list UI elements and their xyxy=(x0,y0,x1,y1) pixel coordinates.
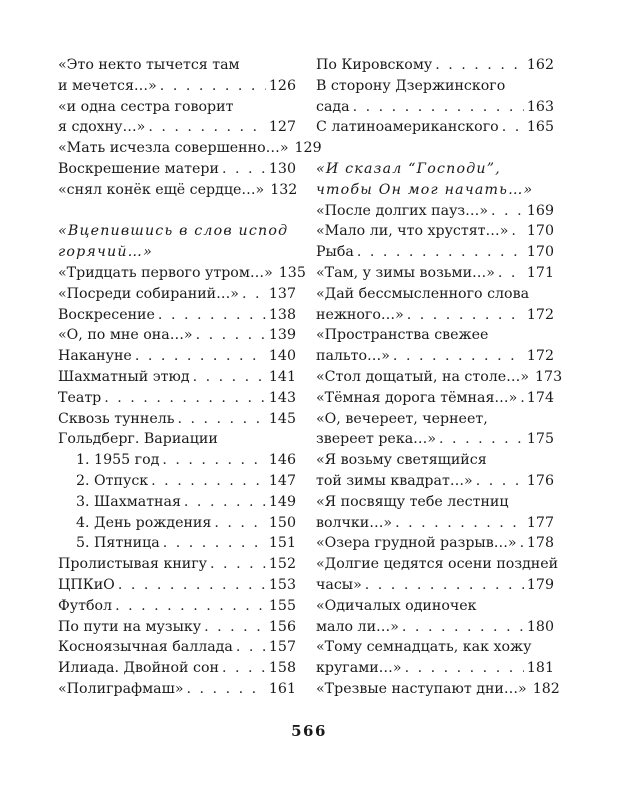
entry-title: «снял конёк ещё сердце…» xyxy=(58,181,265,198)
entry-page: 178 xyxy=(526,535,554,552)
entry-page: 180 xyxy=(526,618,554,635)
dot-leader xyxy=(520,388,524,409)
entry-title: «Тридцать первого утром…» xyxy=(58,264,273,281)
entry-page: 173 xyxy=(535,368,563,385)
dot-leader xyxy=(353,97,524,118)
entry-title-line: «Дай бессмысленного слова xyxy=(316,285,530,302)
entry-page: 172 xyxy=(526,348,554,365)
dot-leader xyxy=(193,367,266,388)
toc-entry[interactable] xyxy=(58,97,296,139)
dot-leader xyxy=(160,76,266,97)
entry-title: Пролистывая книгу xyxy=(58,556,208,573)
entry-title-line: «Долгие цедятся осени поздней xyxy=(316,556,559,573)
dot-leader xyxy=(435,55,524,76)
entry-title: По Кировскому xyxy=(316,57,433,73)
entry-page: 170 xyxy=(526,244,554,261)
entry-title-line: «и одна сестра говорит xyxy=(58,98,234,115)
dot-leader xyxy=(187,679,266,700)
entry-title: часы» xyxy=(316,576,362,593)
entry-title: пальто…» xyxy=(316,348,390,365)
entry-title: «Тёмная дорога тёмная…» xyxy=(316,389,518,406)
entry-page: 129 xyxy=(294,140,322,157)
entry-title: «Там, у зимы возьми…» xyxy=(316,264,495,281)
entry-title: «После долгих пауз…» xyxy=(316,202,489,219)
section-title-line: горячий…» xyxy=(58,244,153,261)
left-column xyxy=(58,55,322,700)
toc-entry[interactable] xyxy=(58,55,296,97)
entry-page: 181 xyxy=(526,660,554,677)
entry-title: Воскресение xyxy=(58,306,155,323)
entry-page: 158 xyxy=(268,660,296,677)
toc-entry[interactable] xyxy=(58,533,296,554)
dot-leader xyxy=(402,617,524,638)
entry-title: Илиада. Двойной сон xyxy=(58,660,219,677)
entry-page: 174 xyxy=(526,389,554,406)
dot-leader xyxy=(222,658,266,679)
entry-page: 150 xyxy=(268,514,296,531)
entry-title: «Трезвые наступают дни…» xyxy=(316,680,527,697)
dot-leader xyxy=(104,388,266,409)
entry-title-line: «Это некто тычется там xyxy=(58,57,240,73)
dot-leader xyxy=(163,533,266,554)
dot-leader xyxy=(407,305,524,326)
entry-page: 145 xyxy=(268,410,296,427)
entry-title-line: В сторону Дзержинского xyxy=(316,77,506,94)
dot-leader xyxy=(177,409,265,430)
entry-title: С латиноамериканского xyxy=(316,119,499,136)
entry-title-line: «Пространства свежее xyxy=(316,327,489,344)
toc-entry[interactable] xyxy=(316,554,559,596)
entry-page: 143 xyxy=(268,389,296,406)
toc-entry[interactable] xyxy=(58,346,296,367)
dot-leader xyxy=(196,325,266,346)
entry-title-line: «Тому семнадцать, как хожу xyxy=(316,639,532,656)
toc-entry[interactable] xyxy=(58,159,296,180)
dot-leader xyxy=(222,159,266,180)
entry-title-line: «Я возьму светящийся xyxy=(316,452,487,469)
entry-title: кругами…» xyxy=(316,660,402,677)
entry-page: 165 xyxy=(526,119,554,136)
toc-entry[interactable] xyxy=(316,201,554,222)
toc-entry[interactable] xyxy=(58,180,296,201)
entry-title: «Озера грудной разрыв…» xyxy=(316,535,517,552)
toc-entry[interactable] xyxy=(58,471,296,492)
entry-title: По пути на музыку xyxy=(58,618,202,635)
entry-page: 179 xyxy=(526,576,554,593)
toc-entry[interactable] xyxy=(58,325,296,346)
dot-leader xyxy=(148,117,266,138)
entry-page: 151 xyxy=(268,535,296,552)
entry-page: 163 xyxy=(526,98,554,115)
entry-title: волчки…» xyxy=(316,514,393,531)
toc-entry[interactable] xyxy=(58,367,296,388)
dot-leader xyxy=(204,617,266,638)
toc-entry[interactable] xyxy=(316,117,554,138)
entry-title: «Мать исчезла совершенно…» xyxy=(58,140,289,157)
section-title-line: чтобы Он мог начать…» xyxy=(316,181,534,198)
entry-title: Сквозь туннель xyxy=(58,410,175,427)
dot-leader xyxy=(439,429,524,450)
toc-entry[interactable] xyxy=(316,263,554,284)
entry-page: 153 xyxy=(268,576,296,593)
entry-page: 132 xyxy=(270,181,298,198)
entry-title: 2. Отпуск xyxy=(76,472,149,489)
entry-title: 5. Пятница xyxy=(76,535,160,552)
entry-title: Накануне xyxy=(58,348,132,365)
dot-leader xyxy=(210,554,266,575)
toc-entry[interactable] xyxy=(58,284,296,305)
toc-entry[interactable] xyxy=(316,388,554,409)
entry-title: Косноязычная баллада xyxy=(58,639,233,656)
section-title-line: «Вцепившись в слов испод xyxy=(58,223,289,240)
toc-entry[interactable] xyxy=(316,221,554,242)
entry-page: 157 xyxy=(268,639,296,656)
entry-page: 127 xyxy=(268,119,296,136)
entry-title: той зимы квадрат…» xyxy=(316,472,473,489)
entry-title: и мечется…» xyxy=(58,77,157,94)
dot-leader xyxy=(158,305,266,326)
toc-entry[interactable] xyxy=(316,325,554,367)
entry-page: 172 xyxy=(526,306,554,323)
toc-entry[interactable] xyxy=(316,533,554,554)
toc-entry[interactable] xyxy=(316,637,554,679)
entry-title: ЦПКиО xyxy=(58,576,115,593)
entry-title: нежного…» xyxy=(316,306,404,323)
entry-page: 177 xyxy=(526,514,554,531)
right-group-2 xyxy=(316,201,563,700)
entry-page: 138 xyxy=(268,306,296,323)
entry-page: 126 xyxy=(268,77,296,94)
entry-page: 175 xyxy=(526,431,554,448)
entry-page: 130 xyxy=(268,160,296,177)
entry-title: Воскрешение матери xyxy=(58,160,219,177)
entry-page: 156 xyxy=(268,618,296,635)
toc-entry[interactable] xyxy=(58,513,296,534)
entry-page: 152 xyxy=(268,556,296,573)
toc-entry[interactable] xyxy=(58,492,296,513)
dot-leader xyxy=(162,450,266,471)
dot-leader xyxy=(511,221,524,242)
cycle-title[interactable] xyxy=(58,429,296,450)
entry-title: я сдохну…» xyxy=(58,119,146,136)
entry-page: 137 xyxy=(268,285,296,302)
entry-page: 149 xyxy=(268,493,296,510)
toc-entry[interactable] xyxy=(58,409,296,430)
section-title-right xyxy=(316,159,554,201)
entry-page: 139 xyxy=(268,327,296,344)
entry-page: 170 xyxy=(526,223,554,240)
entry-page: 141 xyxy=(268,368,296,385)
dot-leader xyxy=(236,637,266,658)
entry-title: Шахматный этюд xyxy=(58,368,190,385)
dot-leader xyxy=(214,513,266,534)
entry-title: «Полиграфмаш» xyxy=(58,680,184,697)
dot-leader xyxy=(184,492,266,513)
entry-title: «Посреди собираний…» xyxy=(58,285,239,302)
entry-title: 4. День рождения xyxy=(76,514,212,531)
toc-entry[interactable] xyxy=(58,679,296,700)
dot-leader xyxy=(135,346,266,367)
toc-entry[interactable] xyxy=(58,575,296,596)
toc-entry[interactable] xyxy=(316,679,560,700)
page-number: 566 xyxy=(291,722,327,740)
entry-title: «Мало ли, что хрустят…» xyxy=(316,223,509,240)
toc-entry[interactable] xyxy=(58,617,296,638)
entry-page: 182 xyxy=(532,680,560,697)
entry-title: мало ли…» xyxy=(316,618,399,635)
toc-entry[interactable] xyxy=(58,138,322,159)
dot-leader xyxy=(395,513,524,534)
toc-entry[interactable] xyxy=(316,55,554,76)
dot-leader xyxy=(476,471,524,492)
dot-leader xyxy=(357,242,524,263)
toc-entry[interactable] xyxy=(316,596,554,638)
toc-entry[interactable] xyxy=(58,305,296,326)
toc-entry[interactable] xyxy=(316,367,563,388)
dot-leader xyxy=(393,346,524,367)
entry-title-line: «Одичалых одиночек xyxy=(316,597,477,614)
toc-entry[interactable] xyxy=(58,554,296,575)
toc-entry[interactable] xyxy=(316,242,554,263)
entry-title: «О, по мне она…» xyxy=(58,327,193,344)
entry-page: 176 xyxy=(526,472,554,489)
toc-entry[interactable] xyxy=(58,596,296,617)
entry-title-line: «Я посвящу тебе лестниц xyxy=(316,493,509,510)
dot-leader xyxy=(151,471,266,492)
toc-entry[interactable] xyxy=(316,492,554,534)
right-column xyxy=(316,55,563,700)
entry-page: 171 xyxy=(526,264,554,281)
entry-page: 161 xyxy=(268,680,296,697)
toc-entry[interactable] xyxy=(316,76,554,118)
entry-title: звереет река…» xyxy=(316,431,437,448)
entry-page: 162 xyxy=(526,57,554,73)
left-group-2 xyxy=(58,263,306,429)
entry-title: Гольдберг. Вариации xyxy=(58,431,218,448)
entry-title: «Стол дощатый, на столе…» xyxy=(316,368,530,385)
dot-leader xyxy=(491,201,524,222)
dot-leader xyxy=(242,284,266,305)
entry-page: 169 xyxy=(526,202,554,219)
section-title-line: «И сказал “Господи”, xyxy=(316,160,501,177)
right-group-1 xyxy=(316,55,554,138)
toc-entry[interactable] xyxy=(316,450,554,492)
dot-leader xyxy=(118,575,266,596)
entry-title: Театр xyxy=(58,389,102,406)
dot-leader xyxy=(520,533,524,554)
entry-page: 146 xyxy=(268,452,296,469)
entry-page: 135 xyxy=(278,264,306,281)
entry-title: 1. 1955 год xyxy=(76,452,160,469)
toc-entry[interactable] xyxy=(58,637,296,658)
entry-title: Рыба xyxy=(316,244,354,261)
toc-entry[interactable] xyxy=(316,284,554,326)
entry-page: 147 xyxy=(268,472,296,489)
left-group-1 xyxy=(58,55,322,201)
section-title-left xyxy=(58,221,296,263)
entry-title: 3. Шахматная xyxy=(76,493,181,510)
dot-leader xyxy=(365,575,524,596)
dot-leader xyxy=(502,117,524,138)
entry-title: Футбол xyxy=(58,597,113,614)
dot-leader xyxy=(115,596,266,617)
entry-page: 140 xyxy=(268,348,296,365)
dot-leader xyxy=(498,263,524,284)
entry-title: сада xyxy=(316,98,350,115)
toc-entry[interactable] xyxy=(316,409,554,451)
toc-entry[interactable] xyxy=(58,263,306,284)
toc-entry[interactable] xyxy=(58,450,296,471)
dot-leader xyxy=(405,658,524,679)
left-group-3 xyxy=(58,554,296,700)
entry-page: 155 xyxy=(268,597,296,614)
toc-entry[interactable] xyxy=(58,388,296,409)
cycle-items xyxy=(58,450,296,554)
toc-entry[interactable] xyxy=(58,658,296,679)
entry-title-line: «О, вечереет, чернеет, xyxy=(316,410,488,427)
